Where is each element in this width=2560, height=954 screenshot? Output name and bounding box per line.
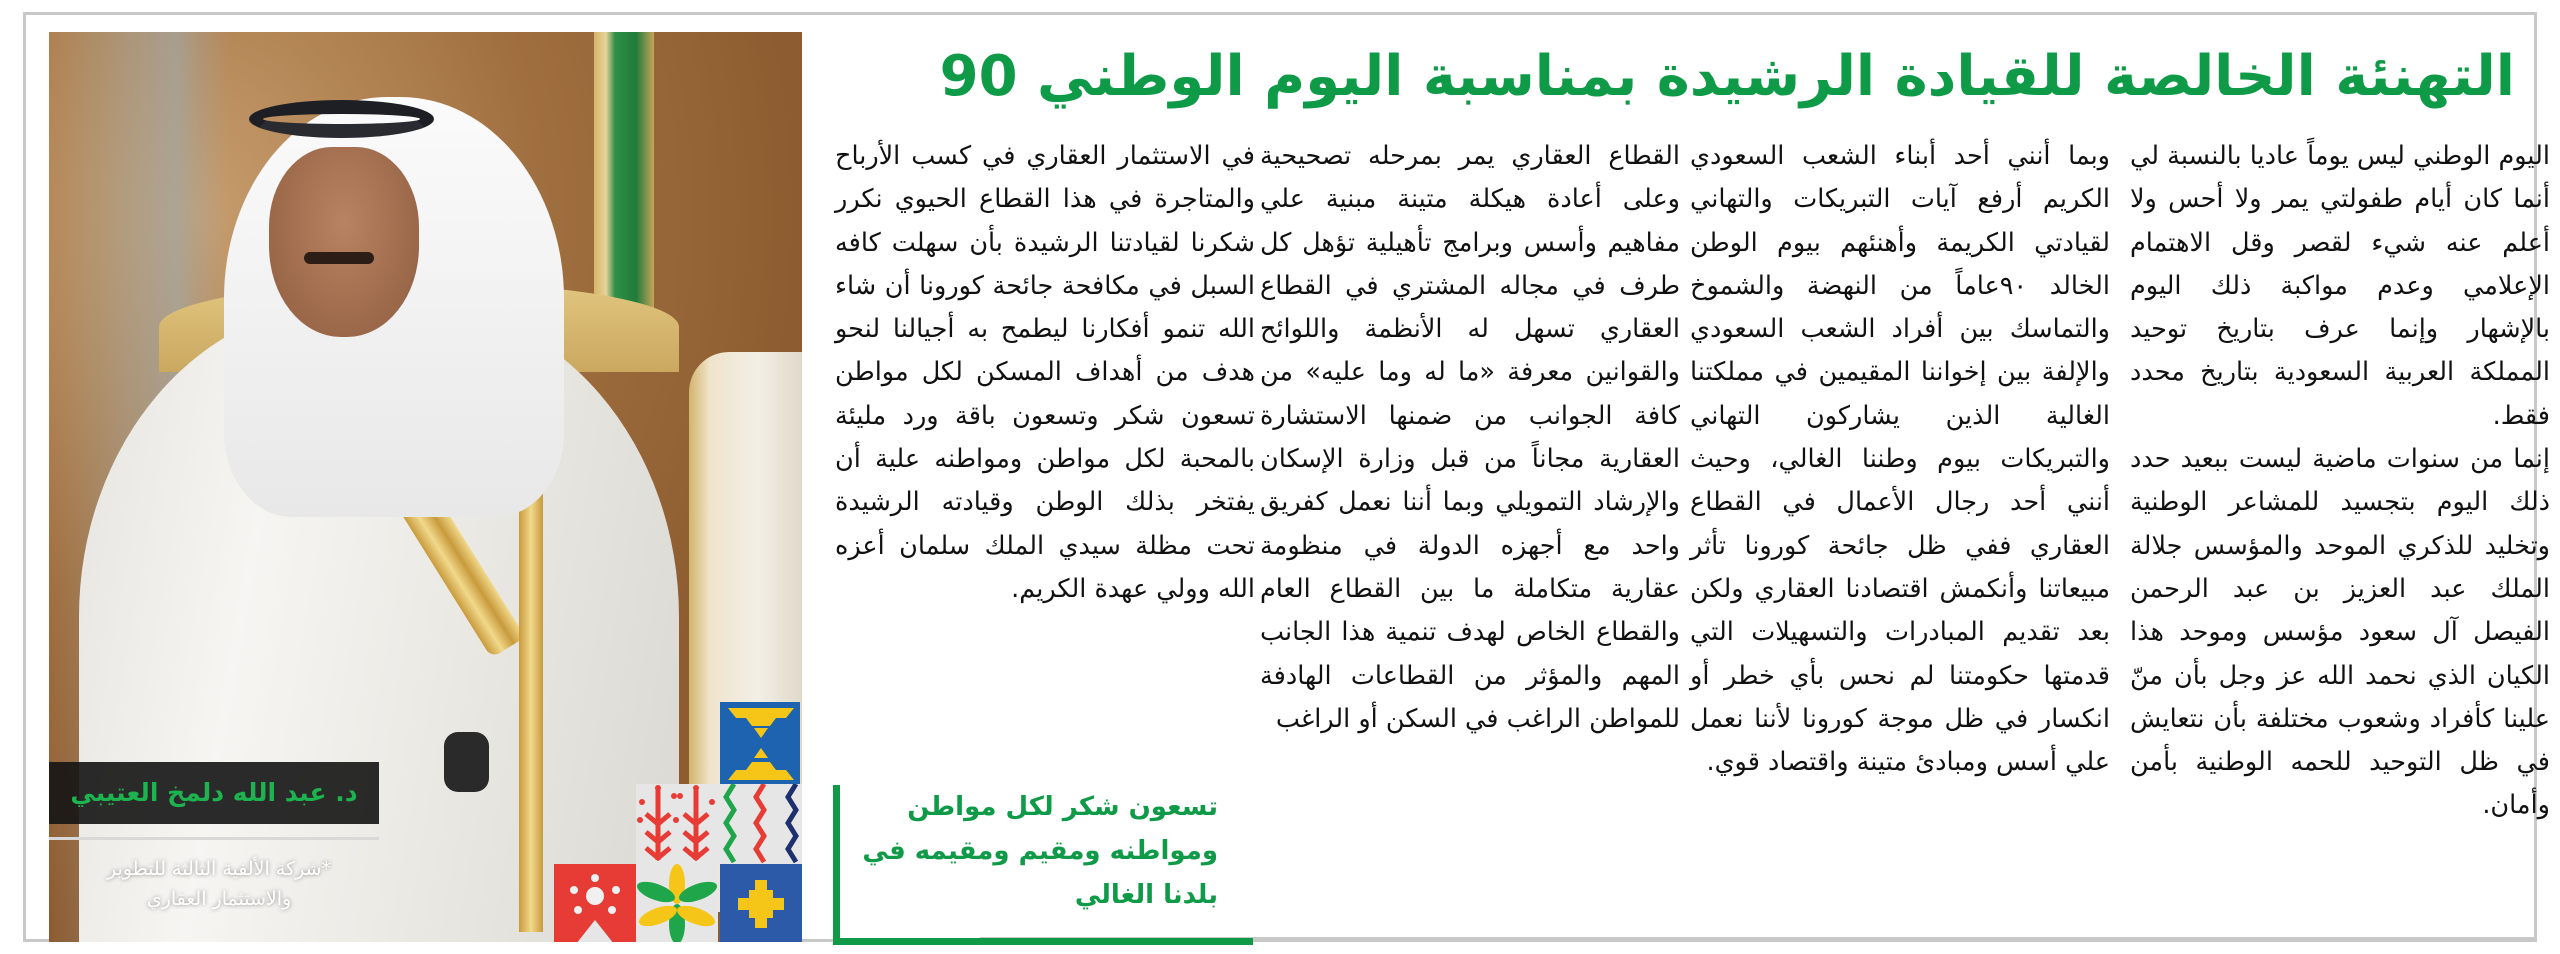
sun-icon bbox=[554, 864, 636, 942]
pattern-tile-gray bbox=[636, 784, 802, 864]
article-column-4 bbox=[835, 135, 1255, 775]
caption-divider bbox=[49, 837, 379, 840]
paragraph: إنما من سنوات ماضية ليست ببعيد حدد ذلك اليوم بتجسيد للمشاعر الوطنية وتخليد للذكري الموحد والمؤسس جلالة الملك عبد العزيز بن عبد الرحمن الفيصل آل سعود مؤسس وموحد هذا الكيان الذي نحمد الله عز وجل بأن منّ علينا كأفراد وشعوب مختلفة بأن نتعايش في ظل التوحيد للحمه الوطنية بأمن وأمان. bbox=[2130, 444, 2550, 821]
pattern-tile-flower bbox=[636, 864, 718, 942]
palm-zigzag-icon bbox=[636, 784, 802, 864]
paragraph: وبما أنني أحد أبناء الشعب السعودي الكريم أرفع آيات التبريكات والتهاني لقيادتي الكريمة وأهنئهم بيوم الوطن الخالد ٩٠عاماً من النهضة والشموخ والتماسك بين أفراد الشعب السعودي والإلفة بين إخواننا المقيمين في مملكتنا الغالية الذين يشاركون التهاني والتبريكات بيوم وطننا الغالي، وحيث أنني أحد رجال الأعمال في القطاع العقاري ففي ظل جائحة كورونا تأثر مبيعاتنا وأنكمش اقتصادنا العقاري ولكن بعد تقديم المبادرات والتسهيلات التي قدمتها حكومتنا لم نحس بأي خطر أو انكسار في ظل موجة كورونا لأننا نعمل علي أسس ومبادئ متينة واقتصاد قوي. bbox=[1690, 141, 2110, 778]
pull-quote-text: تسعون شكر لكل مواطن ومواطنه ومقيم ومقيمه في بلدنا الغالي bbox=[862, 792, 1218, 910]
portrait-photo bbox=[49, 32, 802, 942]
flower-icon bbox=[636, 864, 718, 942]
watch-image bbox=[444, 732, 489, 792]
paragraph: اليوم الوطني ليس يوماً عاديا بالنسبة لي أنما كان أيام طفولتي يمر ولا أحس ولا أعلم عنه شيء لقصر وقل الاهتمام الإعلامي وعدم مواكبة ذلك اليوم بالإشهار وإنما عرف بتاريخ توحيد المملكة العربية السعودية بتاريخ محدد فقط. bbox=[2130, 141, 2550, 431]
pull-quote bbox=[833, 785, 1253, 945]
face-image bbox=[269, 147, 419, 337]
article-column-3 bbox=[1260, 135, 1680, 925]
person-name: د. عبد الله دلمخ العتيبي bbox=[49, 762, 379, 824]
agal-image bbox=[249, 100, 434, 138]
headline: التهنئة الخالصة للقيادة الرشيدة بمناسبة اليوم الوطني 90 bbox=[939, 44, 2515, 109]
article-column-1 bbox=[2130, 135, 2550, 925]
cross-icon bbox=[720, 864, 802, 942]
pattern-tile-red bbox=[554, 864, 636, 942]
national-day-pattern bbox=[554, 702, 802, 942]
pattern-tile-blue bbox=[720, 702, 800, 784]
article-column-2 bbox=[1690, 135, 2110, 925]
sadu-pattern-icon bbox=[720, 702, 802, 784]
paragraph: في الاستثمار العقاري في كسب الأرباح والمتاجرة في هذا القطاع الحيوي نكرر شكرنا لقيادتنا الرشيدة بأن سهلت كافه السبل في مكافحة جائحة كورونا أن شاء الله تنمو أفكارنا ليطمح به أجيالنا لنحو هدف من أهداف المسكن لكل مواطن تسعون شكر وتسعون باقة ورد مليئة بالمحبة لكل مواطن ومواطنه علية أن يفتخر بذلك الوطن وقيادته الرشيدة تحت مظلة سيدي الملك سلمان أعزه الله وولي عهدة الكريم. bbox=[835, 141, 1255, 604]
pattern-tile-cross bbox=[720, 864, 802, 942]
paragraph: القطاع العقاري يمر بمرحله تصحيحية وعلى أعادة هيكلة متينة مبنية علي مفاهيم وأسس وبرامج تأهيلية تؤهل كل طرف في مجاله المشتري في القطاع العقاري تسهل له الأنظمة واللوائح والقوانين معرفة «ما له وما عليه» من كافة الجوانب من ضمنها الاستشارة العقارية مجاناً من قبل وزارة الإسكان والإرشاد التمويلي وبما أننا نعمل كفريق واحد مع أجهزه الدولة في منظومة عقارية متكاملة ما بين القطاع العام والقطاع الخاص لهدف تنمية هذا الجانب المهم والمؤثر من القطاعات الهادفة للمواطن الراغب في السكن أو الراغب bbox=[1260, 141, 1680, 734]
moustache-image bbox=[304, 252, 374, 264]
photo-caption: *شركة الألفية الثالثة للتطوير والاستثمار العقاري bbox=[107, 858, 331, 910]
